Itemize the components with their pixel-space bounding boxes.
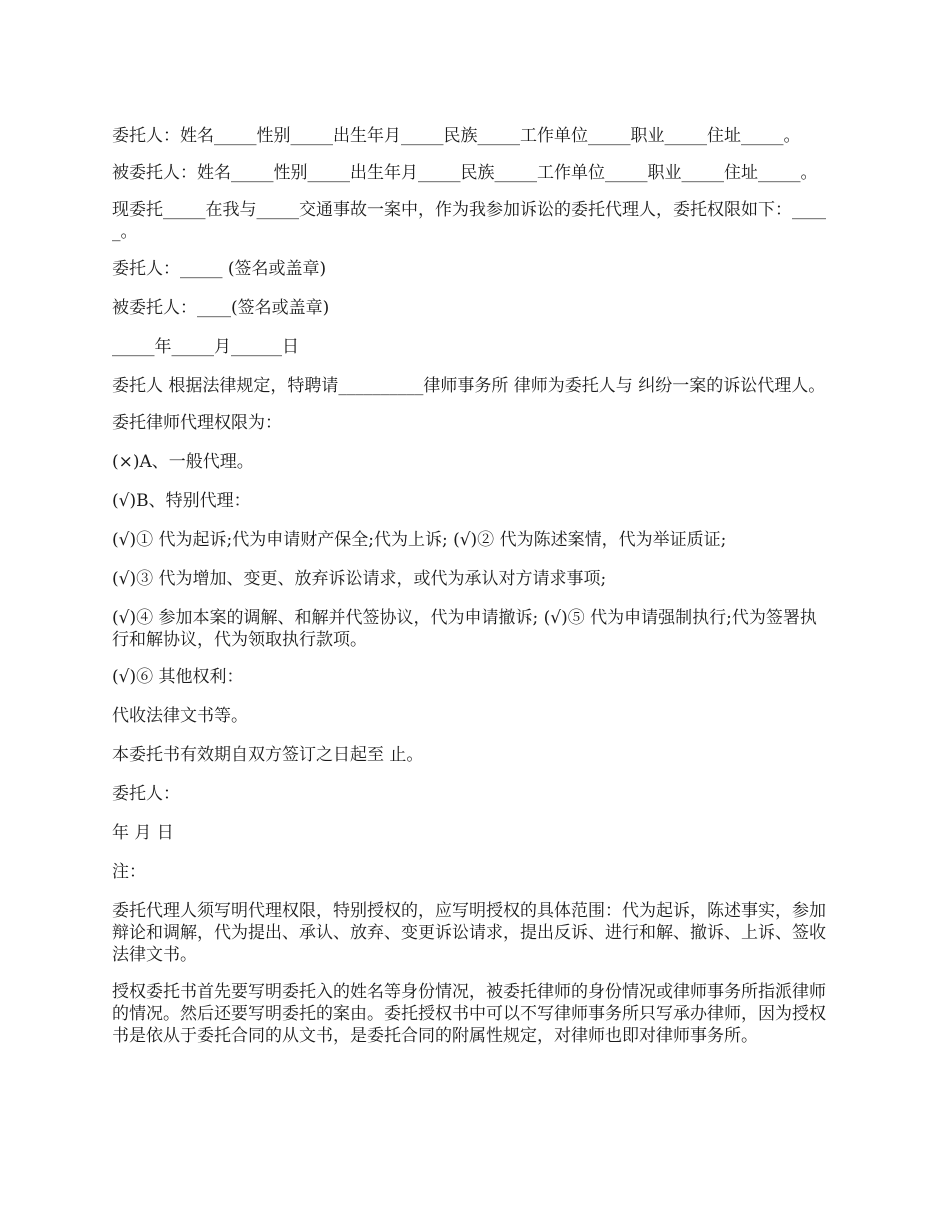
special-agency-item: (√)B、特别代理： [112,491,251,511]
principal-signature-line: 委托人：_____ (签名或盖章) [112,259,327,279]
note-paragraph-1: 委托代理人须写明代理权限，特别授权的，应写明授权的具体范围：代为起诉，陈述事实，参加辩论和调解，代为提出、承认、放弃、变更诉讼请求，提出反诉、进行和解、撤诉、上诉、签收法律文书。 [112,901,826,965]
note-heading: 注： [112,862,146,882]
authority-item-3: (√)③ 代为增加、变更、放弃诉讼请求，或代为承认对方请求事项; [112,569,607,589]
date-placeholder: 年 月 日 [112,823,174,843]
date-line: _____年_____月______日 [112,337,299,357]
principal-info-line: 委托人：姓名_____性别_____出生年月_____民族_____工作单位_____职业_____住址_____。 [112,126,801,146]
authority-item-4-5: (√)④ 参加本案的调解、和解并代签协议，代为申请撤诉; (√)⑤ 代为申请强制执行;代为签署执行和解协议，代为领取执行款项。 [112,608,817,650]
authority-item-1-2: (√)① 代为起诉;代为申请财产保全;代为上诉; (√)② 代为陈述案情，代为举证质证; [112,530,727,550]
agent-info-line: 被委托人：姓名_____性别_____出生年月_____民族_____工作单位_____职业_____住址_____。 [112,163,818,183]
principal-label: 委托人： [112,784,180,804]
note-paragraph-2: 授权委托书首先要写明委托入的姓名等身份情况，被委托律师的身份情况或律师事务所指派律师的情况。然后还要写明委托的案由。委托授权书中可以不写律师事务所只写承办律师，因为授权书是依从于委托合同的从文书，是委托合同的附属性规定，对律师也即对律师事务所。 [112,982,826,1046]
general-agency-item: (×)A、一般代理。 [112,452,254,472]
validity-statement: 本委托书有效期自双方签订之日起至 止。 [112,745,424,765]
lawyer-engagement-statement: 委托人 根据法律规定，特聘请__________律师事务所 律师为委托人与 纠纷一案的诉讼代理人。 [112,376,826,396]
agent-signature-line: 被委托人：____(签名或盖章) [112,298,330,318]
authority-item-6: (√)⑥ 其他权利： [112,667,244,687]
authority-heading: 委托律师代理权限为： [112,413,282,433]
document-body [112,125,832,1062]
entrustment-statement: 现委托_____在我与_____交通事故一案中，作为我参加诉讼的委托代理人，委托权限如下：_____。 [112,200,826,242]
other-rights-text: 代收法律文书等。 [112,706,248,726]
